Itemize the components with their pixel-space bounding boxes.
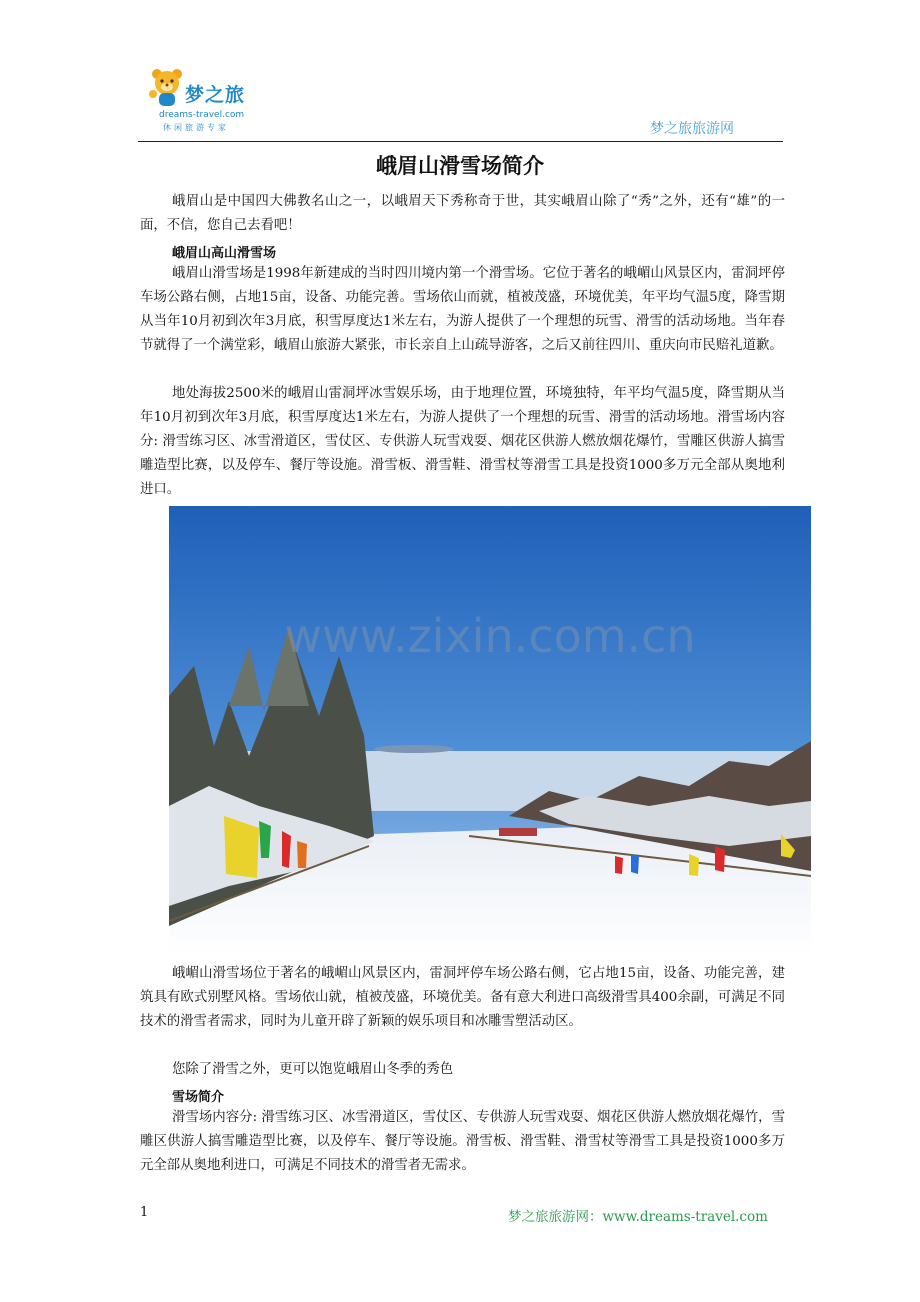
- bear-mascot-icon: [147, 66, 189, 110]
- paragraph-5: 滑雪场内容分: 滑雪练习区、冰雪滑道区，雪仗区、专供游人玩雪戏耍、烟花区供游人燃放烟花爆竹，雪雕区供游人搞雪雕造型比赛，以及停车、餐厅等设施。滑雪板、滑雪鞋、滑雪杖等滑雪工具是投资1000多万元全部从奥地利进口，可满足不同技术的滑雪者无需求。: [140, 1110, 785, 1173]
- watermark: www.zixin.com.cn: [284, 609, 696, 663]
- footer-link[interactable]: 梦之旅旅游网：www.dreams-travel.com: [508, 1209, 768, 1225]
- ski-slope-image: [169, 506, 811, 954]
- page-title: 峨眉山滑雪场简介: [376, 154, 544, 178]
- header-divider: [138, 141, 783, 142]
- logo-url: dreams-travel.com: [159, 110, 245, 120]
- logo[interactable]: [145, 66, 265, 134]
- logo-name: 梦之旅: [185, 84, 246, 106]
- ski-slope-photo: [169, 506, 811, 954]
- paragraph-2: 地处海拔2500米的峨眉山雷洞坪冰雪娱乐场，由于地理位置，环境独特，年平均气温5度，降雪期从当年10月初到次年3月底，积雪厚度达1米左右，为游人提供了一个理想的玩雪、滑雪的活动场地。滑雪场内容分: 滑雪练习区、冰雪滑道区，雪仗区、专供游人玩雪戏耍、烟花区供游人燃放烟花爆竹，雪雕区供游人搞雪雕造型比赛，以及停车、餐厅等设施。滑雪板、滑雪鞋、滑雪杖等滑雪工具是投资1000多万元全部从奥地利进口。: [140, 386, 785, 497]
- logo-tagline: 休闲旅游专家: [163, 123, 229, 132]
- paragraph-4: 您除了滑雪之外，更可以饱览峨眉山冬季的秀色: [172, 1062, 454, 1077]
- section-heading-alpine: 峨眉山高山滑雪场: [172, 246, 277, 261]
- paragraph-3: 峨嵋山滑雪场位于著名的峨嵋山风景区内，雷洞坪停车场公路右侧，它占地15亩，设备、功能完善，建筑具有欧式别墅风格。雪场依山就，植被茂盛，环境优美。备有意大利进口高级滑雪具400余副，可满足不同技术的滑雪者需求，同时为儿童开辟了新颖的娱乐项目和冰雕雪塑活动区。: [140, 966, 785, 1029]
- paragraph-1: 峨眉山滑雪场是1998年新建成的当时四川境内第一个滑雪场。它位于著名的峨嵋山风景区内，雷洞坪停车场公路右侧，占地15亩，设备、功能完善。雪场依山而就，植被茂盛，环境优美，年平均气温5度，降雪期从当年10月初到次年3月底，积雪厚度达1米左右，为游人提供了一个理想的玩雪、滑雪的活动场地。当年春节就得了一个满堂彩，峨眉山旅游大紧张，市长亲自上山疏导游客，之后又前往四川、重庆向市民赔礼道歉。: [140, 266, 785, 353]
- site-name[interactable]: 梦之旅旅游网: [650, 121, 734, 137]
- intro-paragraph: 峨眉山是中国四大佛教名山之一，以峨眉天下秀称奇于世，其实峨眉山除了“秀”之外，还有“雄”的一面，不信，您自己去看吧！: [140, 194, 785, 233]
- page-number: 1: [140, 1205, 149, 1220]
- section-heading-intro: 雪场简介: [172, 1090, 225, 1105]
